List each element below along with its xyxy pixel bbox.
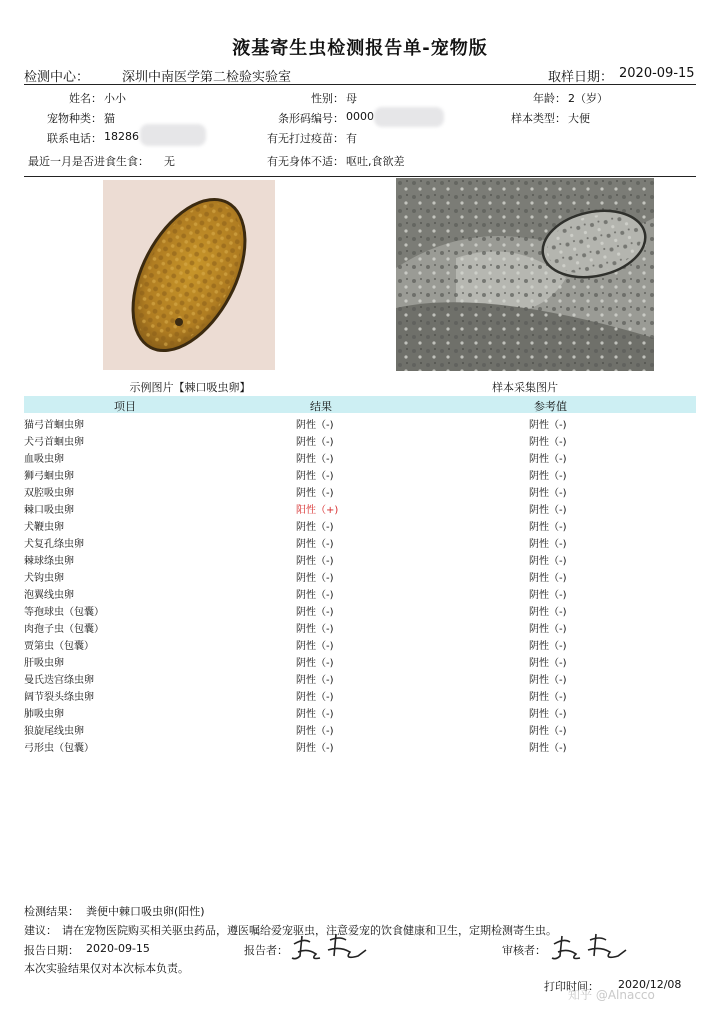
barcode-label: 条形码编号： (278, 112, 344, 125)
row-reference: 阴性（-) (529, 675, 567, 686)
row-reference: 阴性（-) (529, 624, 567, 635)
sample-microscope-image (396, 178, 654, 371)
table-row (0, 414, 720, 431)
row-item: 狼旋尾线虫卵 (24, 726, 84, 737)
report-date: 2020-09-15 (86, 942, 150, 955)
raw-food-value: 无 (164, 155, 175, 168)
info-divider (24, 176, 696, 177)
age-label: 年龄： (533, 92, 566, 105)
table-row (0, 567, 720, 584)
row-item: 阔节裂头绦虫卵 (24, 692, 94, 703)
reporter-label: 报告者： (244, 944, 288, 957)
row-item: 犬鞭虫卵 (24, 522, 64, 533)
header-result: 结果 (310, 400, 332, 413)
row-result: 阴性（-) (296, 556, 334, 567)
row-item: 棘口吸虫卵 (24, 505, 74, 516)
row-item: 犬弓首蛔虫卵 (24, 437, 84, 448)
reviewer-label: 审核者： (502, 944, 546, 957)
table-row (0, 703, 720, 720)
table-row (0, 448, 720, 465)
row-result: 阴性（-) (296, 692, 334, 703)
row-reference: 阴性（-) (529, 590, 567, 601)
row-result: 阴性（-) (296, 624, 334, 635)
vaccine-value: 有 (346, 132, 357, 145)
table-row (0, 635, 720, 652)
row-result: 阴性（-) (296, 675, 334, 686)
row-result: 阴性（-) (296, 522, 334, 533)
table-row (0, 686, 720, 703)
row-reference: 阴性（-) (529, 726, 567, 737)
row-result: 阴性（-) (296, 454, 334, 465)
table-row (0, 669, 720, 686)
row-item: 犬复孔绦虫卵 (24, 539, 84, 550)
barcode-redaction (374, 107, 444, 127)
conclusion-label: 检测结果： (24, 905, 79, 918)
table-row (0, 737, 720, 754)
row-reference: 阴性（-) (529, 641, 567, 652)
row-result: 阴性（-) (296, 488, 334, 499)
row-result: 阴性（-) (296, 658, 334, 669)
center-name: 深圳中南医学第二检验实验室 (122, 70, 292, 85)
raw-food-label: 最近一月是否进食生食： (28, 155, 149, 168)
row-result: 阴性（-) (296, 607, 334, 618)
disclaimer: 本次实验结果仅对本次标本负责。 (24, 962, 189, 975)
table-row (0, 584, 720, 601)
row-reference: 阴性（-) (529, 556, 567, 567)
row-reference: 阴性（-) (529, 488, 567, 499)
row-item: 等孢球虫（包囊） (24, 607, 104, 618)
sex-value: 母 (346, 92, 357, 105)
report-date-label: 报告日期： (24, 944, 79, 957)
row-result: 阴性（-) (296, 726, 334, 737)
row-item: 肺吸虫卵 (24, 709, 64, 720)
sample-date: 2020-09-15 (619, 66, 695, 81)
table-row (0, 516, 720, 533)
discomfort-label: 有无身体不适： (267, 155, 344, 168)
example-image-caption: 示例图片【棘口吸虫卵】 (129, 381, 251, 394)
header-item: 项目 (114, 400, 136, 413)
species-value: 猫 (104, 112, 115, 125)
row-result: 阴性（-) (296, 539, 334, 550)
row-reference: 阴性（-) (529, 573, 567, 584)
row-reference: 阴性（-) (529, 522, 567, 533)
row-item: 双腔吸虫卵 (24, 488, 74, 499)
row-result: 阳性（+) (296, 505, 339, 516)
example-egg-image (103, 180, 275, 370)
reporter-signature (290, 930, 370, 966)
row-reference: 阴性（-) (529, 437, 567, 448)
row-result: 阴性（-) (296, 743, 334, 754)
row-result: 阴性（-) (296, 420, 334, 431)
row-reference: 阴性（-) (529, 692, 567, 703)
table-row (0, 720, 720, 737)
row-result: 阴性（-) (296, 573, 334, 584)
report-title: 液基寄生虫检测报告单-宠物版 (232, 38, 488, 59)
row-result: 阴性（-) (296, 641, 334, 652)
table-row (0, 431, 720, 448)
table-row (0, 533, 720, 550)
results-table-header (24, 396, 696, 413)
row-result: 阴性（-) (296, 709, 334, 720)
row-reference: 阴性（-) (529, 539, 567, 550)
sample-type-label: 样本类型： (511, 112, 566, 125)
header-reference: 参考值 (534, 400, 567, 413)
sample-date-label: 取样日期： (548, 70, 614, 85)
row-item: 泡翼线虫卵 (24, 590, 74, 601)
print-time-label: 打印时间： (544, 980, 599, 993)
vaccine-label: 有无打过疫苗： (267, 132, 344, 145)
row-result: 阴性（-) (296, 590, 334, 601)
row-item: 猫弓首蛔虫卵 (24, 420, 84, 431)
phone-value: 18286 (104, 130, 139, 143)
table-row (0, 465, 720, 482)
sample-type-value: 大便 (568, 112, 590, 125)
row-item: 棘球绦虫卵 (24, 556, 74, 567)
discomfort-value: 呕吐,食欲差 (346, 155, 405, 168)
name-label: 姓名： (69, 92, 102, 105)
row-item: 贾第虫（包囊） (24, 641, 94, 652)
phone-redaction (140, 124, 206, 146)
table-row (0, 601, 720, 618)
row-reference: 阴性（-) (529, 454, 567, 465)
row-item: 肝吸虫卵 (24, 658, 64, 669)
conclusion-value: 粪便中棘口吸虫卵(阳性) (86, 905, 205, 918)
print-time: 2020/12/08 (618, 978, 682, 991)
results-table-body (0, 414, 720, 759)
row-result: 阴性（-) (296, 437, 334, 448)
center-label: 检测中心： (24, 70, 90, 85)
row-item: 肉孢子虫（包囊） (24, 624, 104, 635)
row-reference: 阴性（-) (529, 505, 567, 516)
row-item: 血吸虫卵 (24, 454, 64, 465)
row-reference: 阴性（-) (529, 743, 567, 754)
advice-value: 请在宠物医院购买相关驱虫药品，遵医嘱给爱宠驱虫，注意爱宠的饮食健康和卫生，定期检测寄生虫。 (62, 924, 557, 937)
age-value: 2（岁） (568, 92, 608, 105)
reviewer-signature (550, 930, 630, 966)
species-label: 宠物种类： (47, 112, 102, 125)
table-row (0, 499, 720, 516)
barcode-value: 0000 (346, 110, 374, 123)
row-reference: 阴性（-) (529, 709, 567, 720)
watermark: 知乎 @Alnacco (568, 988, 655, 1002)
row-reference: 阴性（-) (529, 471, 567, 482)
sex-label: 性别： (311, 92, 344, 105)
header-divider (24, 84, 696, 85)
row-item: 狮弓蛔虫卵 (24, 471, 74, 482)
table-row (0, 482, 720, 499)
phone-label: 联系电话： (47, 132, 102, 145)
row-item: 犬钩虫卵 (24, 573, 64, 584)
row-result: 阴性（-) (296, 471, 334, 482)
table-row (0, 652, 720, 669)
row-reference: 阴性（-) (529, 658, 567, 669)
advice-label: 建议： (24, 924, 57, 937)
table-row (0, 618, 720, 635)
row-reference: 阴性（-) (529, 420, 567, 431)
name-value: 小小 (104, 92, 126, 105)
row-item: 曼氏迭宫绦虫卵 (24, 675, 94, 686)
sample-image-caption: 样本采集图片 (492, 381, 558, 394)
row-item: 弓形虫（包囊） (24, 743, 94, 754)
table-row (0, 550, 720, 567)
row-reference: 阴性（-) (529, 607, 567, 618)
